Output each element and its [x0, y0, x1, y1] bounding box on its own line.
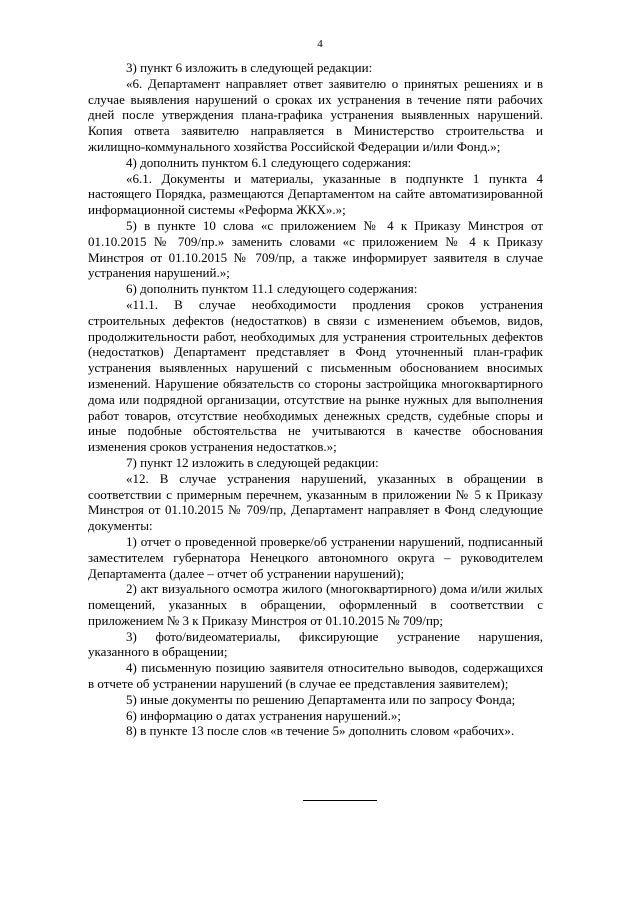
document-body — [88, 60, 543, 739]
paragraph-item-11-1-text: «11.1. В случае необходимости продления сроков устранения строительных дефектов (недостатков) в связи с изменением объемов, видов, продолжительности работ, необходимых для устранения строительных дефектов (недостатков) Департамент представляет в Фонд уточненный план-график устранения выявленных нарушений с письменным обоснованием вносимых изменений. Нарушение обязательств со стороны застройщика многоквартирного дома или подрядной организации, отсутствие на рынке нужных для выполнения работ товаров, отсутствие необходимых денежных средств, судебные споры и иные подобные обстоятельства не учитываются в качестве обоснования изменения сроков устранения недостатков.»; — [88, 296, 543, 455]
paragraph-list-item-5: 5) иные документы по решению Департамента или по запросу Фонда; — [126, 691, 516, 707]
paragraph-item-12-text: «12. В случае устранения нарушений, указанных в обращении в соответствии с примерным перечнем, указанным в приложении № 5 к Приказу Минстроя от 01.10.2015 № 709/пр, Департамент направляет в Фонд следующие документы: — [88, 470, 543, 534]
paragraph-item-5: 5) в пункте 10 слова «с приложением № 4 к Приказу Минстроя от 01.10.2015 № 709/пр.» заменить словами «с приложением № 4 к Приказу Минстроя от 01.10.2015 № 709/пр, а также информирует заявителя в случае устранения нарушений.»; — [88, 217, 543, 281]
paragraph-list-item-4: 4) письменную позицию заявителя относительно выводов, содержащихся в отчете об устранении нарушений (в случае ее представления заявителем); — [88, 660, 543, 692]
page-number: 4 — [317, 38, 323, 50]
paragraph-list-item-3: 3) фото/видеоматериалы, фиксирующие устранение нарушения, указанного в обращении; — [88, 628, 543, 660]
paragraph-item-3-header: 3) пункт 6 изложить в следующей редакции: — [126, 60, 373, 75]
paragraph-list-item-1: 1) отчет о проведенной проверке/об устранении нарушений, подписанный заместителем губернатора Ненецкого автономного округа – руководителем Департамента (далее – отчет об устранении нарушений); — [88, 533, 543, 581]
paragraph-item-6-header: 6) дополнить пунктом 11.1 следующего содержания: — [126, 281, 418, 297]
paragraph-item-6-1-text: «6.1. Документы и материалы, указанные в подпункте 1 пункта 4 настоящего Порядка, размещаются Департаментом на сайте автоматизированной информационной системы «Реформа ЖКХ».»; — [88, 170, 543, 218]
paragraph-list-item-2: 2) акт визуального осмотра жилого (многоквартирного) дома и/или жилых помещений, указанных в обращении, оформленный в соответствии с приложением № 3 к Приказу Минстроя от 01.10.2015 № 709/пр; — [88, 581, 543, 628]
footer-divider — [303, 800, 377, 801]
paragraph-item-6-text: «6. Департамент направляет ответ заявителю о принятых решениях и в случае выявления нарушений о сроках их устранения в течение пяти рабочих дней после утверждения плана-графика устранения выявленных нарушений. Копия ответа заявителю направляется в Министерство строительства и жилищно-коммунального хозяйства Российской Федерации и/или Фонд.»; — [88, 75, 543, 154]
paragraph-item-7-header: 7) пункт 12 изложить в следующей редакции: — [126, 454, 379, 470]
paragraph-item-8: 8) в пункте 13 после слов «в течение 5» дополнить словом «рабочих». — [126, 723, 515, 739]
paragraph-item-4-header: 4) дополнить пунктом 6.1 следующего содержания: — [126, 154, 412, 170]
paragraph-list-item-6: 6) информацию о датах устранения нарушений.»; — [126, 707, 401, 723]
